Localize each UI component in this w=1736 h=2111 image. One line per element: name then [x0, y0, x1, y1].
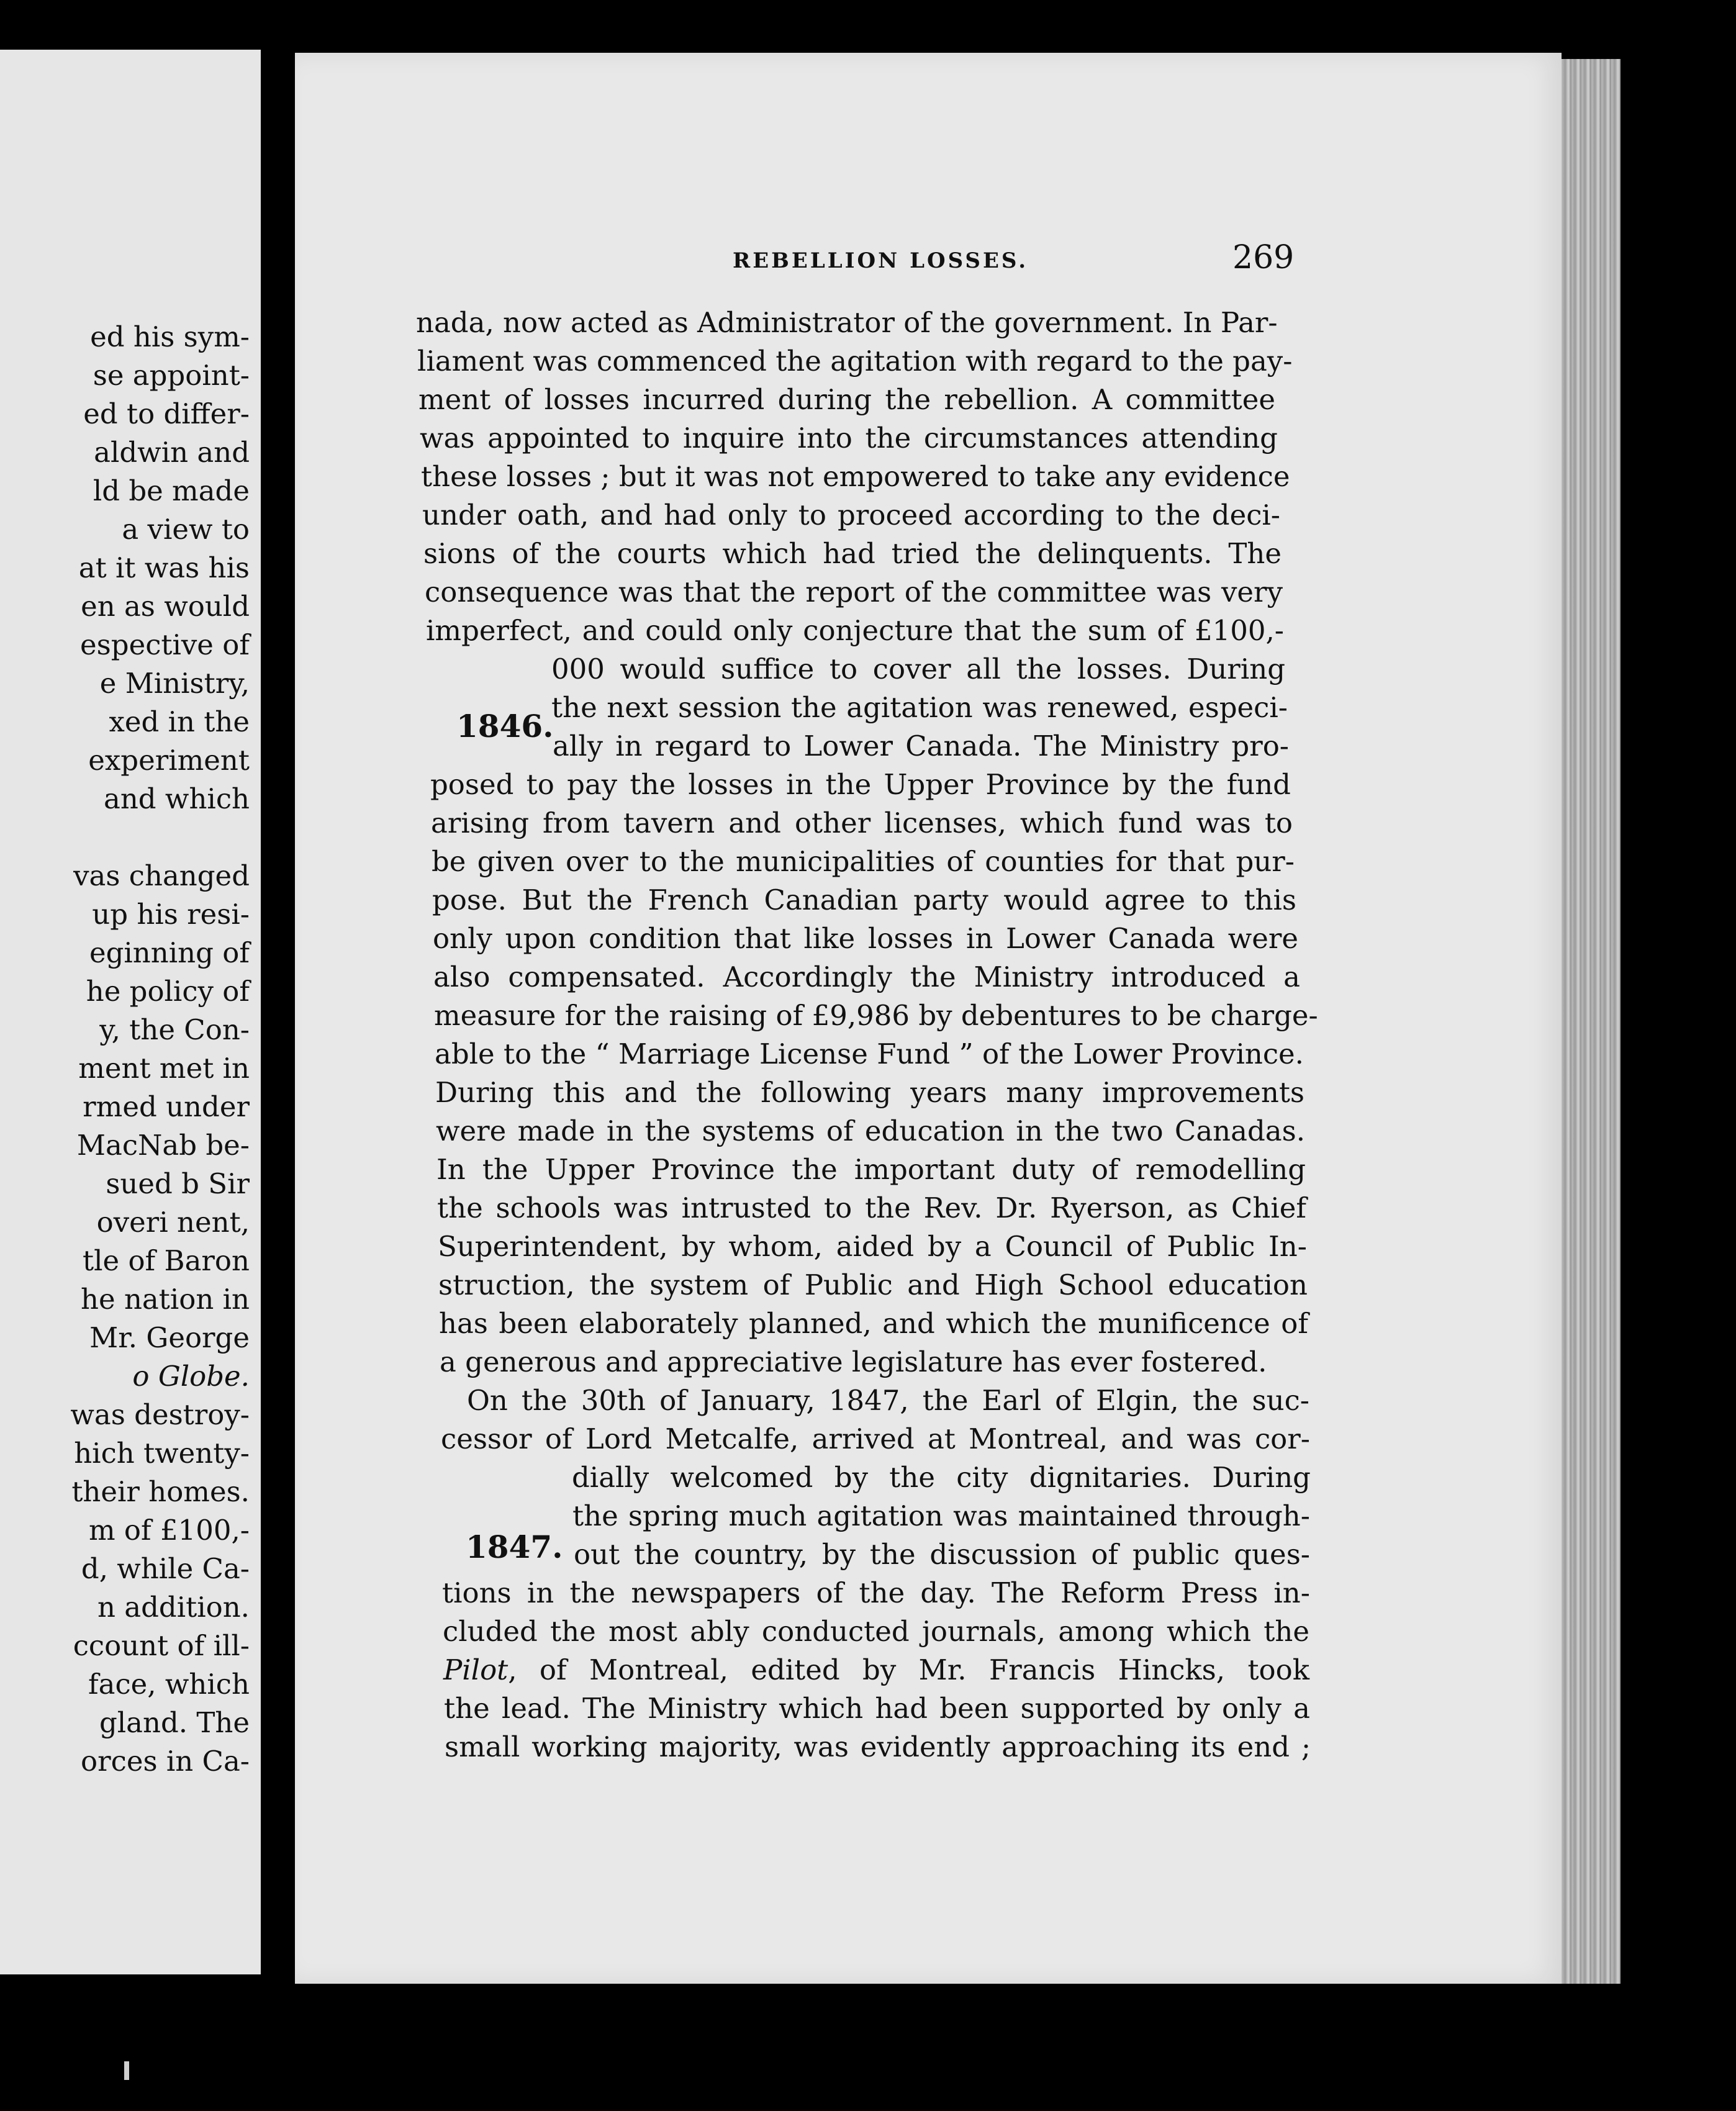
body-line: consequence was that the report of the committee was very [425, 576, 1283, 608]
body-line: a generous and appreciative legislature has ever fostered. [440, 1345, 1267, 1378]
prev-page-line: gland. The [99, 1706, 250, 1739]
body-line: the next session the agitation was renewed, especi- [551, 691, 1288, 724]
body-line: has been elaborately planned, and which the munificence of [439, 1307, 1308, 1340]
body-line: dially welcomed by the city dignitaries. During [572, 1461, 1311, 1494]
body-line: was appointed to inquire into the circumstances attending [420, 422, 1278, 454]
previous-page [0, 50, 261, 1974]
prev-page-line: se appoint- [93, 359, 250, 392]
prev-page-line: rmed under [83, 1090, 250, 1123]
body-line: Pilot, of Montreal, edited by Mr. Francis Hincks, took [443, 1653, 1309, 1686]
body-line: arising from tavern and other licenses, which fund was to [431, 807, 1293, 839]
body-line: be given over to the municipalities of counties for that pur- [432, 845, 1295, 878]
body-line: small working majority, was evidently approaching its end ; [445, 1730, 1311, 1763]
prev-page-line: eginning of [89, 936, 250, 969]
prev-page-line: d, while Ca- [81, 1552, 250, 1585]
book-gutter [261, 50, 295, 1974]
prev-page-line: ed his sym- [90, 320, 250, 353]
prev-page-line: hich twenty- [74, 1437, 250, 1470]
prev-page-line: n addition. [97, 1591, 250, 1624]
prev-page-line: experiment [88, 744, 250, 777]
prev-page-line: a view to [122, 513, 250, 546]
prev-page-line: face, which [88, 1668, 250, 1701]
prev-page-line: ld be made [93, 474, 250, 507]
body-line: During this and the following years many improvements [435, 1076, 1304, 1109]
body-line: 000 would suffice to cover all the losses. During [551, 653, 1285, 685]
newspaper-name: Pilot [443, 1653, 509, 1686]
prev-page-line: vas changed [73, 859, 250, 892]
prev-page-line: ed to differ- [83, 397, 250, 430]
body-line: only upon condition that like losses in Lower Canada were [433, 922, 1298, 955]
page-edges [1562, 59, 1621, 1984]
body-line: cluded the most ably conducted journals, among which the [443, 1615, 1309, 1648]
prev-page-line: their homes. [71, 1475, 250, 1508]
body-line: also compensated. Accordingly the Ministry introduced a [433, 961, 1300, 993]
body-line: imperfect, and could only conjecture that the sum of £100,- [426, 614, 1284, 647]
prev-page-line: en as would [81, 590, 250, 623]
page-number: 269 [1232, 239, 1295, 276]
prev-page-line: tle of Baron [83, 1244, 250, 1277]
body-line: the schools was intrusted to the Rev. Dr. Ryerson, as Chief [437, 1191, 1306, 1224]
body-line: these losses ; but it was not empowered to take any evidence [421, 460, 1290, 493]
body-line: able to the “ Marriage License Fund ” of the Lower Province. [435, 1037, 1304, 1070]
body-line: liament was commenced the agitation with regard to the pay- [417, 345, 1293, 377]
body-line: Superintendent, by whom, aided by a Council of Public In- [438, 1230, 1307, 1263]
prev-page-line: xed in the [109, 705, 250, 738]
prev-page-line: e Ministry, [99, 667, 250, 700]
body-line: struction, the system of Public and High School education [438, 1268, 1308, 1301]
prev-page-line: ccount of ill- [73, 1629, 250, 1662]
scan-artifact [124, 2061, 129, 2080]
prev-page-line: he nation in [81, 1283, 250, 1316]
body-line: the lead. The Ministry which had been supported by only a [444, 1692, 1310, 1725]
margin-year-1846: 1846. [456, 708, 554, 744]
body-line: were made in the systems of education in the two Canadas. [436, 1114, 1305, 1147]
prev-page-line: sued b Sir [106, 1167, 250, 1200]
margin-year-1847: 1847. [466, 1529, 563, 1565]
body-line: cessor of Lord Metcalfe, arrived at Montreal, and was cor- [441, 1422, 1310, 1455]
prev-page-line: overi nent, [96, 1206, 250, 1239]
body-line: sions of the courts which had tried the delinquents. The [423, 537, 1282, 570]
prev-page-line: ment met in [78, 1052, 250, 1085]
prev-page-line: aldwin and [94, 436, 250, 469]
body-line: In the Upper Province the important duty of remodelling [436, 1153, 1306, 1186]
running-head: REBELLION LOSSES. [733, 248, 1029, 273]
body-line: out the country, by the discussion of public ques- [574, 1538, 1310, 1571]
prev-page-line: m of £100,- [88, 1514, 250, 1547]
body-line: On the 30th of January, 1847, the Earl of Elgin, the suc- [467, 1384, 1309, 1417]
body-line: ally in regard to Lower Canada. The Ministry pro- [553, 730, 1289, 762]
body-line: the spring much agitation was maintained through- [572, 1499, 1310, 1532]
prev-page-line: up his resi- [92, 898, 250, 931]
body-line: ment of losses incurred during the rebellion. A committee [418, 383, 1275, 416]
body-line: measure for the raising of £9,986 by debentures to be charge- [434, 999, 1318, 1032]
prev-page-line: orces in Ca- [81, 1745, 250, 1778]
prev-page-line: espective of [80, 628, 250, 661]
prev-page-line: o Globe. [132, 1360, 250, 1393]
body-line: tions in the newspapers of the day. The Reform Press in- [442, 1576, 1310, 1609]
prev-page-line: y, the Con- [99, 1013, 250, 1046]
body-line: posed to pay the losses in the Upper Province by the fund [430, 768, 1291, 801]
body-line: pose. But the French Canadian party would agree to this [432, 884, 1296, 916]
prev-page-line: and which [104, 782, 250, 815]
body-line: nada, now acted as Administrator of the government. In Par- [416, 306, 1278, 339]
prev-page-line: at it was his [78, 551, 250, 584]
prev-page-line: Mr. George [89, 1321, 250, 1354]
prev-page-line: MacNab be- [76, 1129, 250, 1162]
prev-page-line: was destroy- [70, 1398, 250, 1431]
body-line: under oath, and had only to proceed according to the deci- [422, 499, 1280, 531]
prev-page-line: he policy of [86, 975, 250, 1008]
